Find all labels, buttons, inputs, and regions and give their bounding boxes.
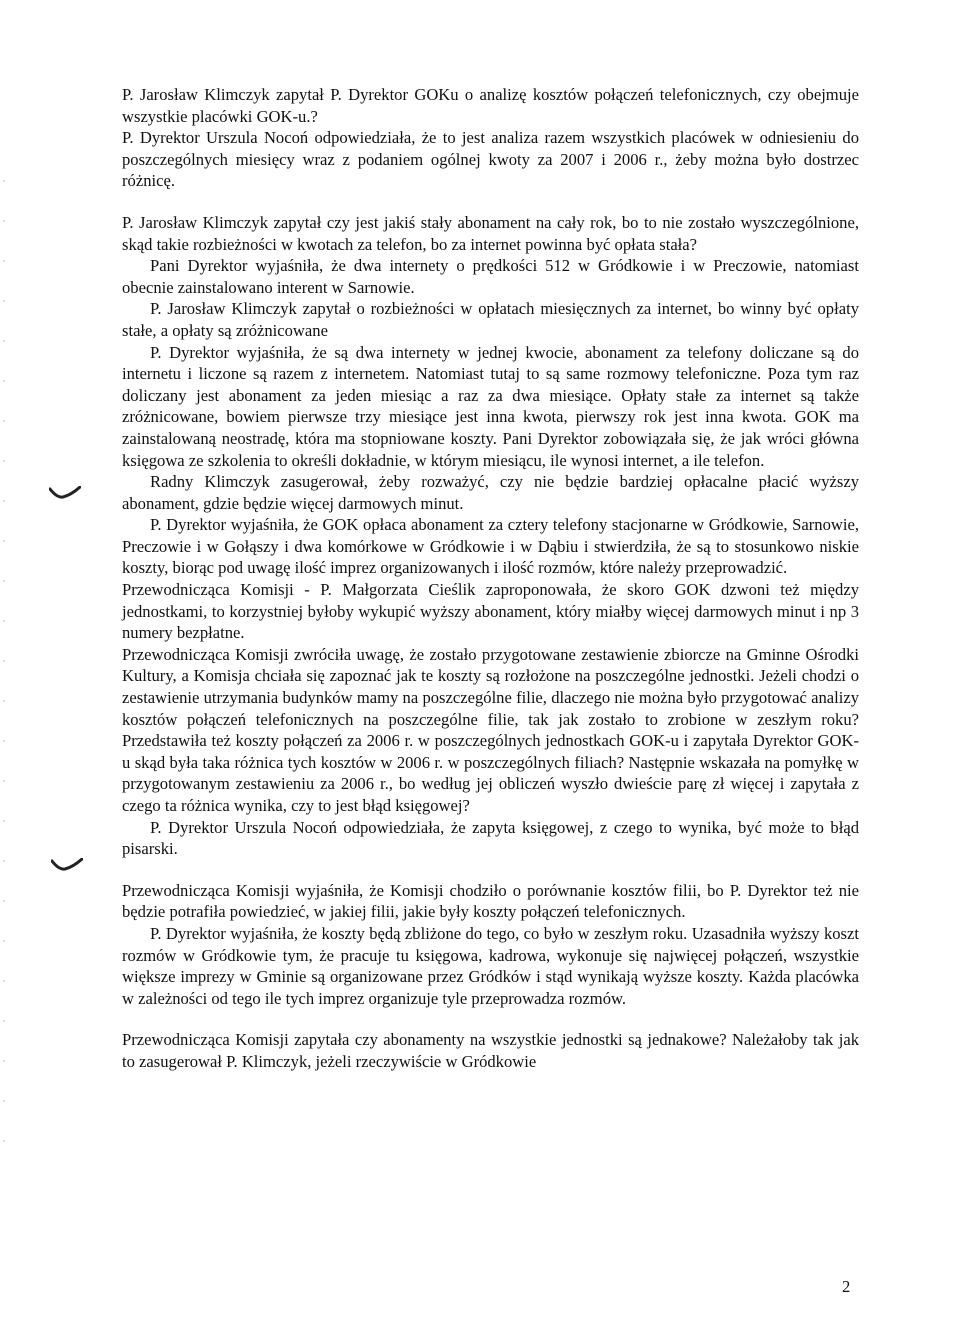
paragraph-director-answer-5: P. Dyrektor Urszula Nocoń odpowiedziała, że zapyta księgowej, z czego to wynika, być może to błąd pisarski. (122, 817, 859, 859)
paragraph-klimczyk-question-2: P. Jarosław Klimczyk zapytał czy jest jakiś stały abonament na cały rok, bo to nie zostało wyszczególnione, skąd takie rozbieżności w kwotach za telefon, bo za internet powinna być opłata stała? (122, 212, 859, 254)
document-body (122, 84, 859, 1073)
page-number: 2 (842, 1277, 851, 1296)
margin-check-mark (49, 486, 81, 500)
paragraph-chair-explanation: Przewodnicząca Komisji wyjaśniła, że Komisji chodziło o porównanie kosztów filii, bo P. Dyrektor też nie będzie potrafiła powiedzieć, w jakiej filii, jakie były koszty połączeń telefonicznych. (122, 880, 859, 922)
paragraph-klimczyk-suggestion: Radny Klimczyk zasugerował, żeby rozważyć, czy nie będzie bardziej opłacalne płacić wyższy abonament, gdzie będzie więcej darmowych minut. (122, 472, 859, 513)
margin-check-mark (51, 858, 83, 872)
scan-edge-marks (2, 180, 6, 1180)
paragraph-klimczyk-question-1: P. Jarosław Klimczyk zapytał P. Dyrektor GOKu o analizę kosztów połączeń telefonicznych, czy obejmuje wszystkie placówki GOK-u.? (122, 85, 859, 126)
paragraph-chair-proposal: Przewodnicząca Komisji - P. Małgorzata Cieślik zaproponowała, że skoro GOK dzwoni też między jednostkami, to korzystniej byłoby wykupić wyższy abonament, który miałby więcej darmowych minut i np 3 numery bezpłatne. (122, 580, 859, 643)
paragraph-director-answer-4: P. Dyrektor wyjaśniła, że GOK opłaca abonament za cztery telefony stacjonarne w Gródkowie, Sarnowie, Preczowie i w Gołąszy i dwa komórkowe w Gródkowie i w Dąbiu i stwierdziła, że są to stosunkowo niskie koszty, biorąc pod uwagę ilość imprez organizowanych i ilość rozmów, które należy przeprowadzić. (122, 515, 859, 578)
paragraph-director-answer-1: P. Dyrektor Urszula Nocoń odpowiedziała, że to jest analiza razem wszystkich placówek w odniesieniu do poszczególnych miesięcy wraz z podaniem ogólnej kwoty za 2007 i 2006 r., żeby można było dostrzec różnicę. (122, 128, 859, 191)
paragraph-chair-question: Przewodnicząca Komisji zapytała czy abonamenty na wszystkie jednostki są jednakowe? Należałoby tak jak to zasugerował P. Klimczyk, jeżeli rzeczywiście w Gródkowie (122, 1030, 859, 1071)
paragraph-director-answer-3: P. Dyrektor wyjaśniła, że są dwa internety w jednej kwocie, abonament za telefony doliczane są do internetu i liczone są razem z internetem. Natomiast tutaj to są same rozmowy telefoniczne. Poza tym raz doliczany jest abonament za jeden miesiąc a raz za dwa miesiące. Opłaty stałe za internet są także zróżnicowane, bowiem pierwsze trzy miesiące jest inna kwota, pierwszy rok jest inna kwota. GOK ma zainstalowaną neostradę, która ma stopniowane koszty. Pani Dyrektor zobowiązała się, że jak wróci główna księgowa ze szkolenia to określi dokładnie, w którym miesiącu, ile wynosi internet, a ile telefon. (122, 342, 859, 470)
paragraph-chair-remark: Przewodnicząca Komisji zwróciła uwagę, że zostało przygotowane zestawienie zbiorcze na Gminne Ośrodki Kultury, a Komisja chciała się zapoznać jak te koszty są rozłożone na poszczególne jednostki. Jeżeli chodzi o zestawienie utrzymania budynków mamy na poszczególne filie, dlaczego nie można było przygotować analizy kosztów połączeń telefonicznych na poszczególne filie, tak jak zostało to zrobione w zeszłym roku? Przedstawiła też koszty połączeń za 2006 r. w poszczególnych jednostkach GOK-u i zapytała Dyrektor GOK-u skąd była taka różnica tych kosztów w 2006 r. w poszczególnych filiach? Następnie wskazała na pomyłkę w przygotowanym zestawieniu za 2006 r., bo według jej obliczeń wyszło dwieście parę zł więcej i zapytała z czego ta różnica wynika, czy to jest błąd księgowej? (122, 644, 859, 815)
paragraph-director-answer-2: Pani Dyrektor wyjaśniła, że dwa internety o prędkości 512 w Gródkowie i w Preczowie, natomiast obecnie zainstalowano interent w Sarnowie. (122, 256, 859, 297)
paragraph-director-answer-6: P. Dyrektor wyjaśniła, że koszty będą zbliżone do tego, co było w zeszłym roku. Uzasadniła wyższy koszt rozmów w Gródkowie tym, że pracuje tu księgowa, kadrowa, wykonuje się najwięcej połączeń, wszystkie większe imprezy w Gminie są organizowane przez Gródków i stąd wynikają wyższe koszty. Każda placówka w zależności od tego ile tych imprez organizuje tyle przeprowadza rozmów. (122, 923, 859, 1008)
paragraph-klimczyk-question-3: P. Jarosław Klimczyk zapytał o rozbieżności w opłatach miesięcznych za internet, bo winny być opłaty stałe, a opłaty są zróżnicowane (122, 299, 859, 340)
